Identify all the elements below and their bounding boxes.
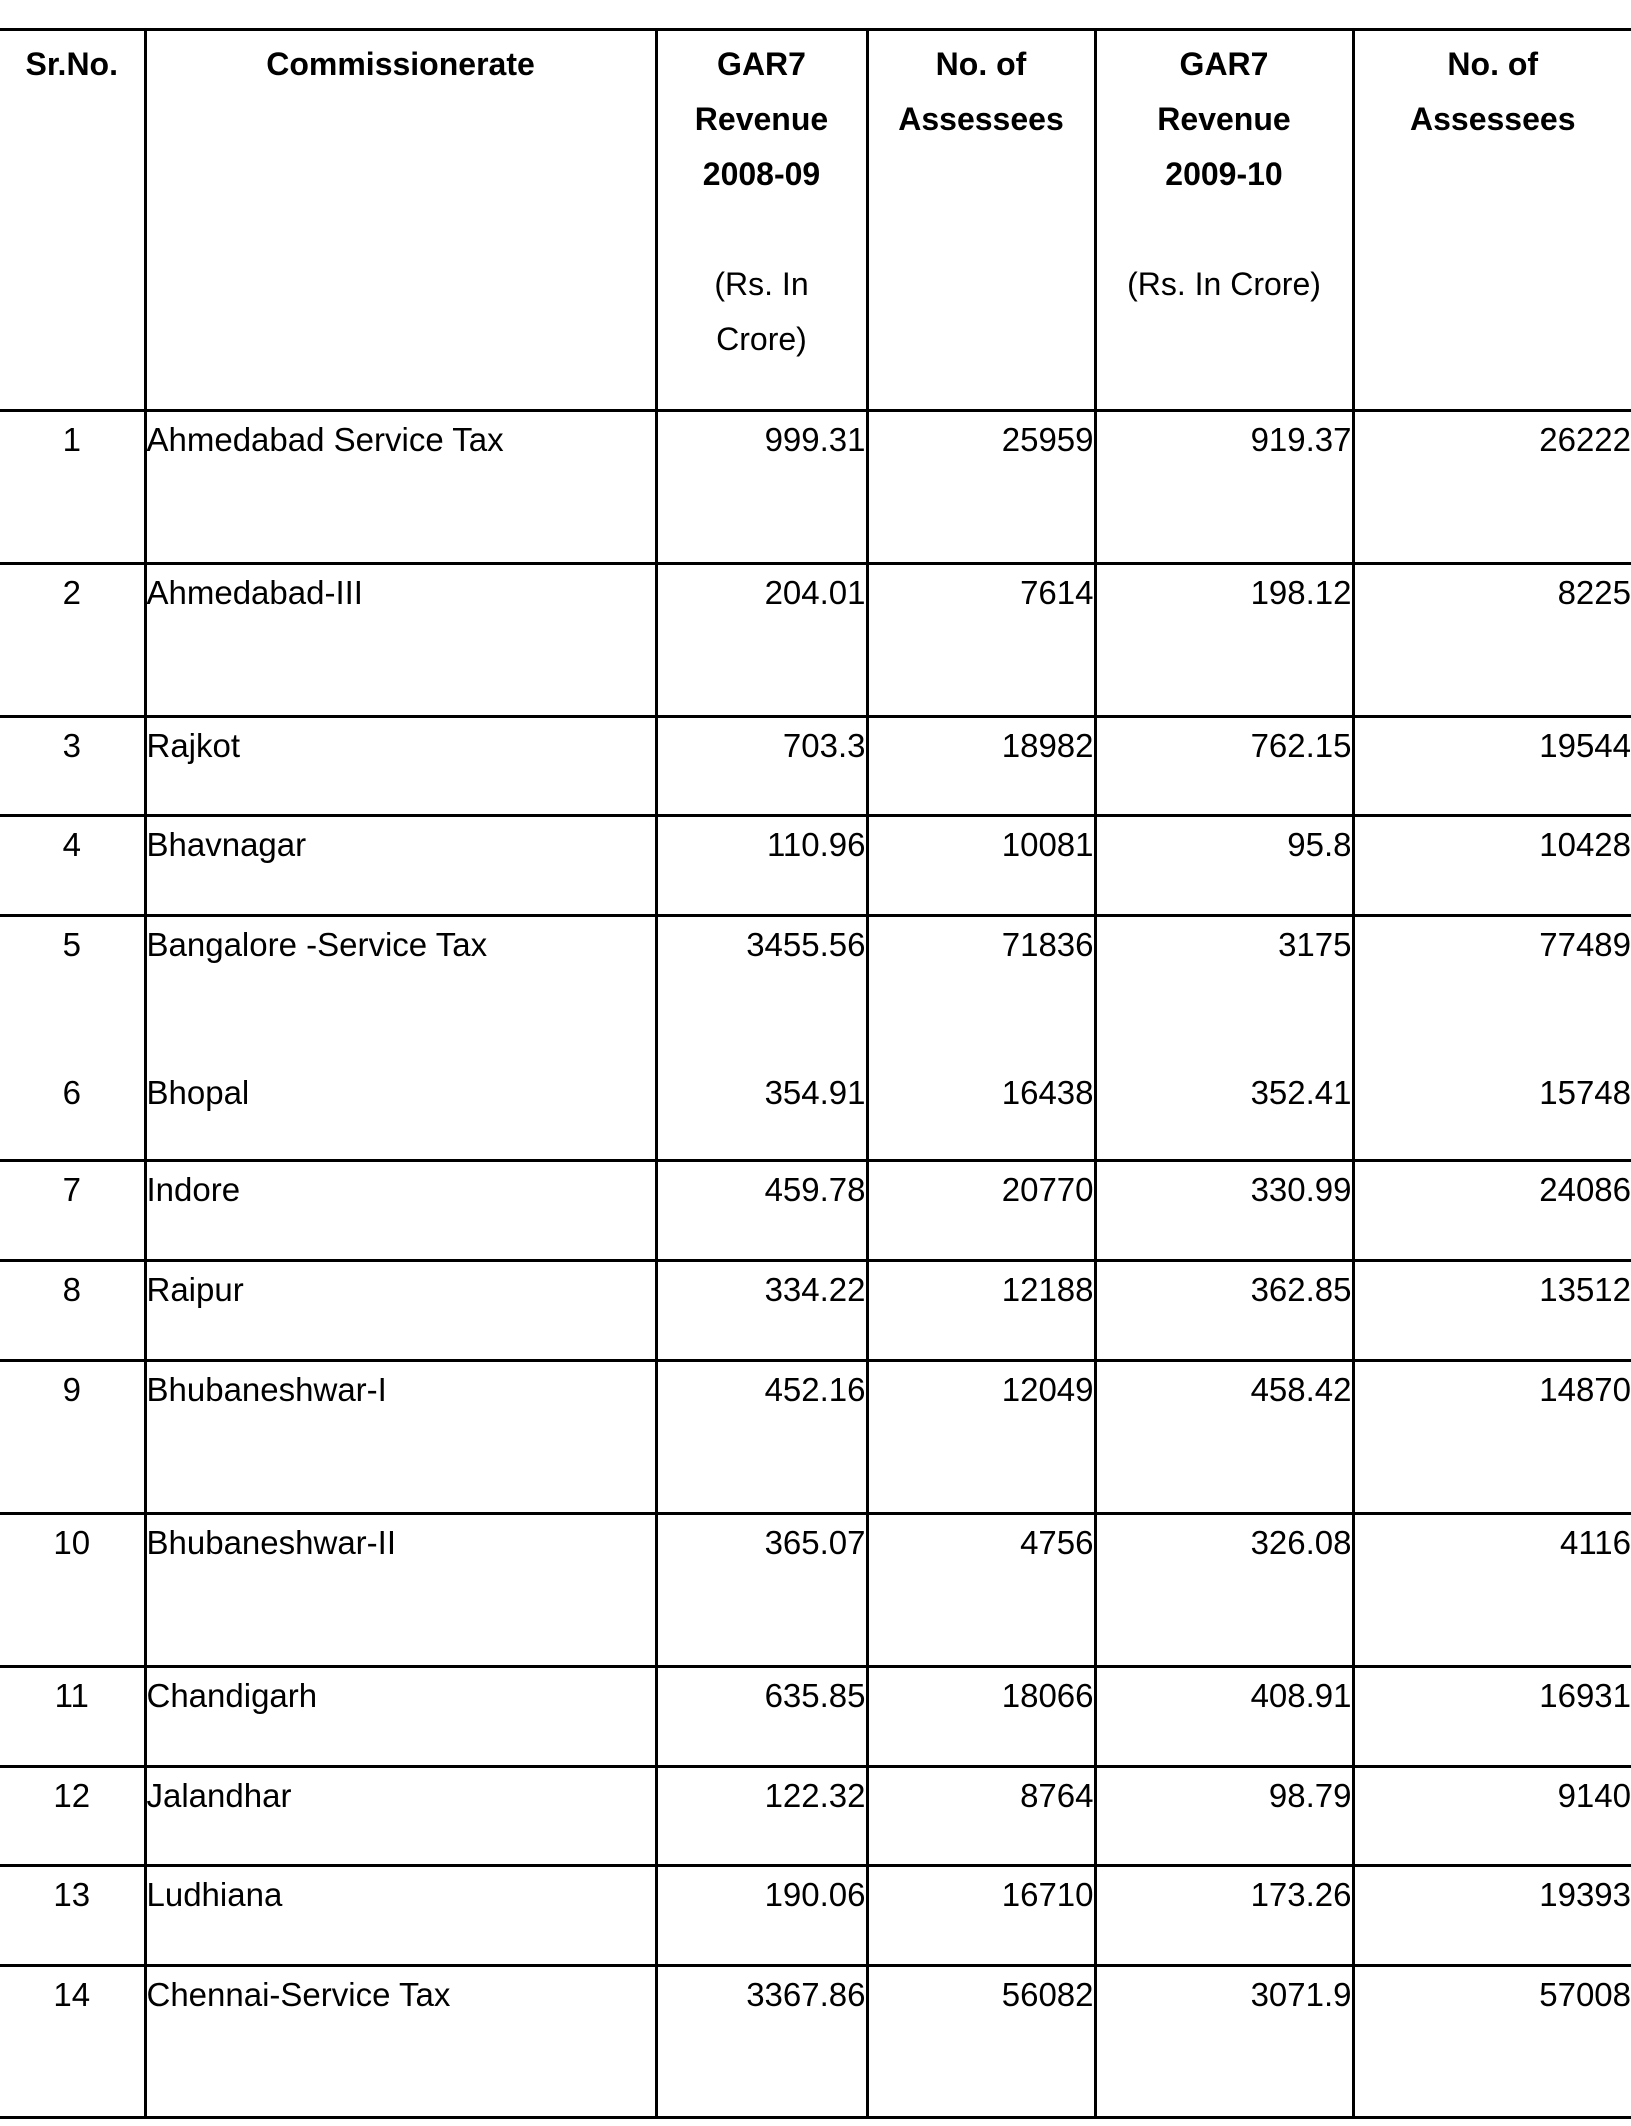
cell-assessees-2008-09: 20770 — [867, 1161, 1095, 1261]
cell-revenue-2008-09: 204.01 — [656, 564, 867, 717]
cell-commissionerate: Bhubaneshwar-I — [145, 1361, 656, 1514]
header-revenue-2008-line1: GAR7 — [717, 46, 806, 82]
header-assessees-2009-line2: Assessees — [1410, 101, 1576, 137]
cell-commissionerate: Jalandhar — [145, 1767, 656, 1866]
cell-commissionerate: Bhavnagar — [145, 816, 656, 916]
cell-revenue-2009-10: 458.42 — [1095, 1361, 1353, 1514]
cell-commissionerate: Rajkot — [145, 717, 656, 816]
cell-revenue-2009-10: 198.12 — [1095, 564, 1353, 717]
cell-sr-no: 8 — [0, 1261, 145, 1361]
cell-assessees-2009-10: 19544 — [1353, 717, 1631, 816]
cell-commissionerate: Chennai-Service Tax — [145, 1966, 656, 2118]
table-row — [0, 1866, 1631, 1966]
cell-assessees-2008-09: 18066 — [867, 1667, 1095, 1767]
cell-revenue-2008-09: 452.16 — [656, 1361, 867, 1514]
cell-commissionerate: Ahmedabad-III — [145, 564, 656, 717]
cell-sr-no: 6 — [62, 1074, 81, 1111]
cell-assessees-2008-09: 56082 — [867, 1966, 1095, 2118]
header-revenue-2008-09 — [656, 30, 867, 411]
cell-commissionerate: Ahmedabad Service Tax — [145, 411, 656, 564]
cell-revenue-2009-10: 95.8 — [1095, 816, 1353, 916]
cell-revenue-2009-10: 3071.9 — [1095, 1966, 1353, 2118]
cell-assessees-2009-10: 13512 — [1353, 1261, 1631, 1361]
cell-revenue-2008-09: 110.96 — [656, 816, 867, 916]
cell-assessees-2009-10: 77489 — [1539, 926, 1631, 963]
cell-commissionerate: Raipur — [145, 1261, 656, 1361]
table-row — [0, 1767, 1631, 1866]
cell-assessees-2008-09: 10081 — [867, 816, 1095, 916]
cell-assessees-2008-09: 18982 — [867, 717, 1095, 816]
header-row — [0, 30, 1631, 411]
cell-assessees-2009-10: 57008 — [1353, 1966, 1631, 2118]
cell-sr-no: 12 — [0, 1767, 145, 1866]
table-row — [0, 717, 1631, 816]
cell-sr-no: 1 — [0, 411, 145, 564]
header-assessees-2008-line2: Assessees — [898, 101, 1064, 137]
header-sr-no: Sr.No. — [0, 30, 145, 411]
cell-revenue-2009-10: 352.41 — [1250, 1074, 1352, 1111]
cell-sr-no: 3 — [0, 717, 145, 816]
cell-revenue-2008-09: 122.32 — [656, 1767, 867, 1866]
cell-assessees-2009-10: 26222 — [1353, 411, 1631, 564]
header-assessees-2009-line1: No. of — [1447, 46, 1539, 82]
cell-revenue-2008-09: 703.3 — [656, 717, 867, 816]
cell-assessees-2008-09: 7614 — [867, 564, 1095, 717]
cell-revenue-2008-09: 999.31 — [656, 411, 867, 564]
cell-assessees-2009-10: 8225 — [1353, 564, 1631, 717]
cell-sr-no: 5 — [62, 926, 81, 963]
header-assessees-2008-09 — [867, 30, 1095, 411]
cell-commissionerate: Chandigarh — [145, 1667, 656, 1767]
cell-assessees-2008-09: 12188 — [867, 1261, 1095, 1361]
header-revenue-2008-line3: 2008-09 — [702, 156, 821, 192]
cell-commissionerate: Bhopal — [146, 1074, 250, 1111]
cell-assessees-2009-10: 16931 — [1353, 1667, 1631, 1767]
cell-sr-no: 7 — [0, 1161, 145, 1261]
cell-revenue-2009-10: 919.37 — [1095, 411, 1353, 564]
cell-sr-no: 10 — [0, 1514, 145, 1667]
cell-assessees-2009-10: 9140 — [1353, 1767, 1631, 1866]
cell-revenue-2009-10: 362.85 — [1095, 1261, 1353, 1361]
cell-sr-no: 4 — [0, 816, 145, 916]
cell-revenue-2008-09: 635.85 — [656, 1667, 867, 1767]
cell-sr-no: 13 — [0, 1866, 145, 1966]
cell-commissionerate: Ludhiana — [145, 1866, 656, 1966]
cell-commissionerate: Bhubaneshwar-II — [145, 1514, 656, 1667]
cell-revenue-2008-09: 334.22 — [656, 1261, 867, 1361]
cell-revenue-2009-10: 408.91 — [1095, 1667, 1353, 1767]
table-row — [0, 816, 1631, 916]
cell-assessees-2009-10: 19393 — [1353, 1866, 1631, 1966]
header-commissionerate: Commissionerate — [145, 30, 656, 411]
cell-sr-no-pair — [0, 916, 145, 1161]
cell-revenue-2008-09: 3455.56 — [746, 926, 866, 963]
cell-assessees-2008-09: 71836 — [1001, 926, 1094, 963]
cell-revenue-2008-09: 190.06 — [656, 1866, 867, 1966]
cell-assessees-2008-09: 4756 — [867, 1514, 1095, 1667]
cell-assessees-2008-09: 12049 — [867, 1361, 1095, 1514]
cell-assessees-2009-10: 14870 — [1353, 1361, 1631, 1514]
cell-assessees-2008-09: 25959 — [867, 411, 1095, 564]
table-row — [0, 1667, 1631, 1767]
cell-assessees-2009-10: 24086 — [1353, 1161, 1631, 1261]
table-row — [0, 411, 1631, 564]
cell-revenue-2009-10-pair — [1095, 916, 1353, 1161]
cell-commissionerate: Bangalore -Service Tax — [146, 926, 488, 963]
cell-sr-no: 14 — [0, 1966, 145, 2118]
cell-sr-no: 9 — [0, 1361, 145, 1514]
header-revenue-2009-line1: GAR7 — [1179, 46, 1269, 82]
commissionerate-revenue-table — [0, 28, 1631, 2119]
cell-revenue-2008-09: 354.91 — [764, 1074, 866, 1111]
cell-revenue-2009-10: 330.99 — [1095, 1161, 1353, 1261]
cell-assessees-2009-10: 15748 — [1539, 1074, 1631, 1111]
header-revenue-2008-unit — [658, 257, 866, 367]
table-row — [0, 1966, 1631, 2118]
table-row — [0, 1361, 1631, 1514]
table-row — [0, 1161, 1631, 1261]
table-row — [0, 1261, 1631, 1361]
cell-revenue-2009-10: 326.08 — [1095, 1514, 1353, 1667]
cell-commissionerate: Indore — [145, 1161, 656, 1261]
cell-revenue-2009-10: 762.15 — [1095, 717, 1353, 816]
cell-revenue-2009-10: 98.79 — [1095, 1767, 1353, 1866]
header-revenue-2009-unit: (Rs. In Crore) — [1127, 266, 1321, 302]
header-revenue-2009-line3: 2009-10 — [1165, 156, 1283, 192]
cell-assessees-2009-10: 10428 — [1353, 816, 1631, 916]
cell-assessees-2009-10: 4116 — [1353, 1514, 1631, 1667]
table-row — [0, 1514, 1631, 1667]
cell-assessees-2008-09: 16710 — [867, 1866, 1095, 1966]
cell-revenue-2009-10: 3175 — [1278, 926, 1352, 963]
cell-assessees-2008-09: 16438 — [1001, 1074, 1094, 1111]
table-row-group — [0, 916, 1631, 1161]
header-revenue-2008-line2: Revenue — [694, 101, 829, 137]
cell-revenue-2008-09: 3367.86 — [656, 1966, 867, 2118]
cell-assessees-2008-09: 8764 — [867, 1767, 1095, 1866]
header-revenue-2008-unit-line1: (Rs. In — [714, 266, 809, 302]
header-assessees-2008-line1: No. of — [935, 46, 1027, 82]
header-revenue-2009-line2: Revenue — [1157, 101, 1291, 137]
cell-assessees-2009-10-pair — [1353, 916, 1631, 1161]
header-assessees-2009-10 — [1353, 30, 1631, 411]
cell-assessees-2008-09-pair — [867, 916, 1095, 1161]
cell-revenue-2008-09: 459.78 — [656, 1161, 867, 1261]
cell-revenue-2008-09-pair — [656, 916, 867, 1161]
header-revenue-2009-10 — [1095, 30, 1353, 411]
cell-sr-no: 2 — [0, 564, 145, 717]
cell-commissionerate-pair — [145, 916, 656, 1161]
header-revenue-2008-unit-line2: Crore) — [716, 321, 807, 357]
cell-revenue-2009-10: 173.26 — [1095, 1866, 1353, 1966]
table-row — [0, 564, 1631, 717]
cell-revenue-2008-09: 365.07 — [656, 1514, 867, 1667]
cell-sr-no: 11 — [0, 1667, 145, 1767]
